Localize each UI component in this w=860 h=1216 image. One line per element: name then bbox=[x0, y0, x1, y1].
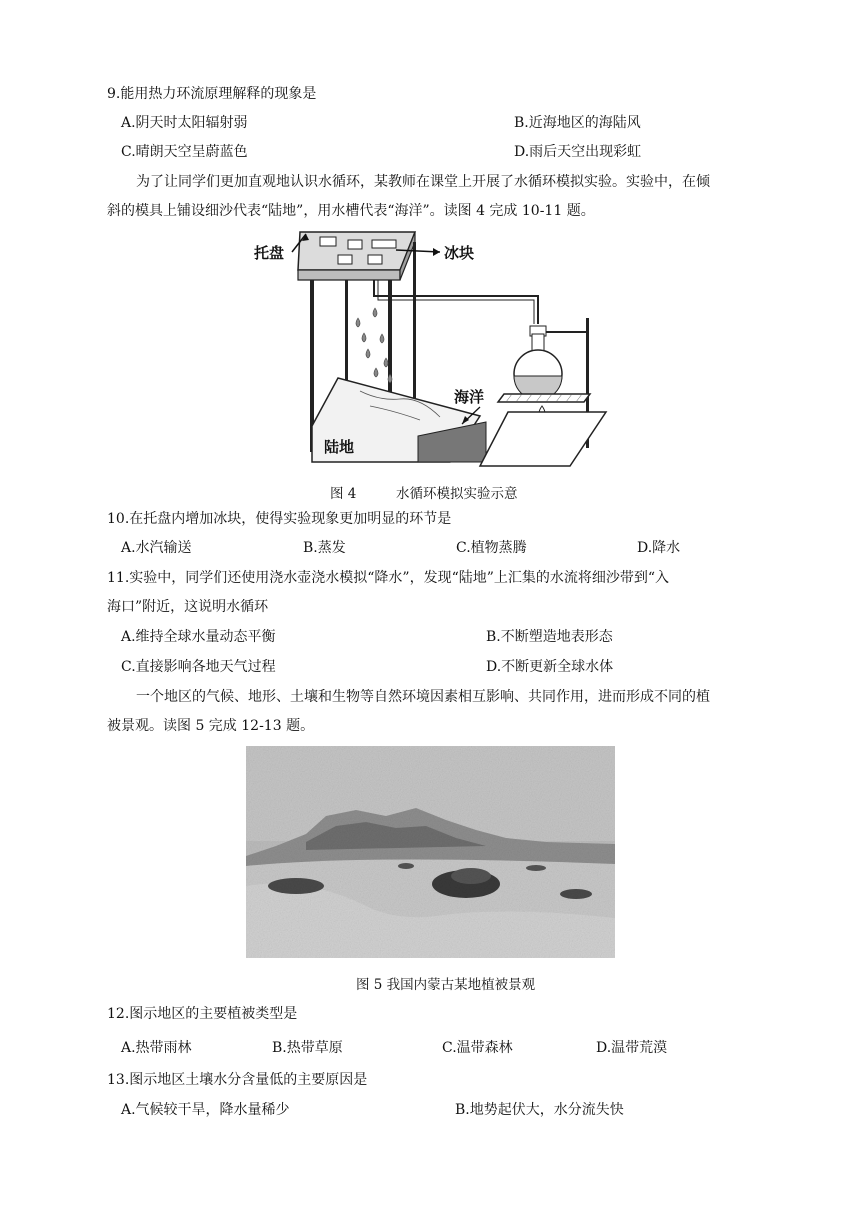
question-11-stem-line-2: 海口”附近，这说明水循环 bbox=[107, 599, 269, 615]
question-10-stem: 10.在托盘内增加冰块，使得实验现象更加明显的环节是 bbox=[107, 511, 452, 527]
question-11-option-a: A.维持全球水量动态平衡 bbox=[121, 629, 276, 645]
figure-4-caption-number: 图 4 bbox=[330, 486, 357, 502]
question-11-option-b: B.不断塑造地表形态 bbox=[486, 629, 613, 645]
question-13-option-b: B.地势起伏大，水分流失快 bbox=[455, 1102, 624, 1118]
intro-paragraph-1-line-2: 斜的模具上铺设细沙代表“陆地”，用水槽代表“海洋”。读图 4 完成 10-11 题。 bbox=[107, 203, 595, 219]
water-cycle-apparatus-illustration bbox=[250, 226, 630, 474]
question-9-option-a: A.阴天时太阳辐射弱 bbox=[121, 115, 248, 131]
question-9-option-d: D.雨后天空出现彩虹 bbox=[514, 144, 642, 160]
question-12-option-d: D.温带荒漠 bbox=[596, 1040, 668, 1056]
question-11-option-d: D.不断更新全球水体 bbox=[486, 659, 614, 675]
question-12-option-a: A.热带雨林 bbox=[121, 1040, 192, 1056]
figure-4-water-cycle-diagram bbox=[250, 226, 630, 474]
intro-paragraph-2-line-2: 被景观。读图 5 完成 12-13 题。 bbox=[107, 718, 315, 734]
question-9-stem: 9.能用热力环流原理解释的现象是 bbox=[107, 86, 317, 102]
question-9-option-c: C.晴朗天空呈蔚蓝色 bbox=[121, 144, 248, 160]
question-12-stem: 12.图示地区的主要植被类型是 bbox=[107, 1006, 298, 1022]
question-10-option-c: C.植物蒸腾 bbox=[456, 540, 527, 556]
question-10-option-d: D.降水 bbox=[637, 540, 681, 556]
question-12-option-c: C.温带森林 bbox=[442, 1040, 513, 1056]
question-11-stem-line-1: 11.实验中，同学们还使用浇水壶浇水模拟“降水”，发现“陆地”上汇集的水流将细沙带到“入 bbox=[107, 570, 670, 586]
question-13-stem: 13.图示地区土壤水分含量低的主要原因是 bbox=[107, 1072, 368, 1088]
figure-5-caption: 图 5 我国内蒙古某地植被景观 bbox=[356, 977, 536, 993]
question-10-option-b: B.蒸发 bbox=[303, 540, 346, 556]
intro-paragraph-1-line-1: 为了让同学们更加直观地认识水循环，某教师在课堂上开展了水循环模拟实验。实验中，在倾 bbox=[136, 174, 710, 190]
intro-paragraph-2-line-1: 一个地区的气候、地形、土壤和生物等自然环境因素相互影响、共同作用，进而形成不同的植 bbox=[136, 689, 710, 705]
figure-5-landscape-photo bbox=[246, 746, 615, 958]
ice-block-label: 冰块 bbox=[444, 245, 475, 262]
tray-label: 托盘 bbox=[254, 245, 285, 262]
question-9-option-b: B.近海地区的海陆风 bbox=[514, 115, 641, 131]
desert-landscape-image bbox=[246, 746, 615, 958]
question-13-option-a: A.气候较干旱，降水量稀少 bbox=[121, 1102, 290, 1118]
question-12-option-b: B.热带草原 bbox=[272, 1040, 343, 1056]
question-10-option-a: A.水汽输送 bbox=[121, 540, 192, 556]
figure-4-caption-text: 水循环模拟实验示意 bbox=[396, 486, 518, 502]
land-label: 陆地 bbox=[324, 439, 355, 456]
question-11-option-c: C.直接影响各地天气过程 bbox=[121, 659, 276, 675]
water-droplets bbox=[356, 308, 392, 383]
ocean-label: 海洋 bbox=[454, 389, 485, 406]
